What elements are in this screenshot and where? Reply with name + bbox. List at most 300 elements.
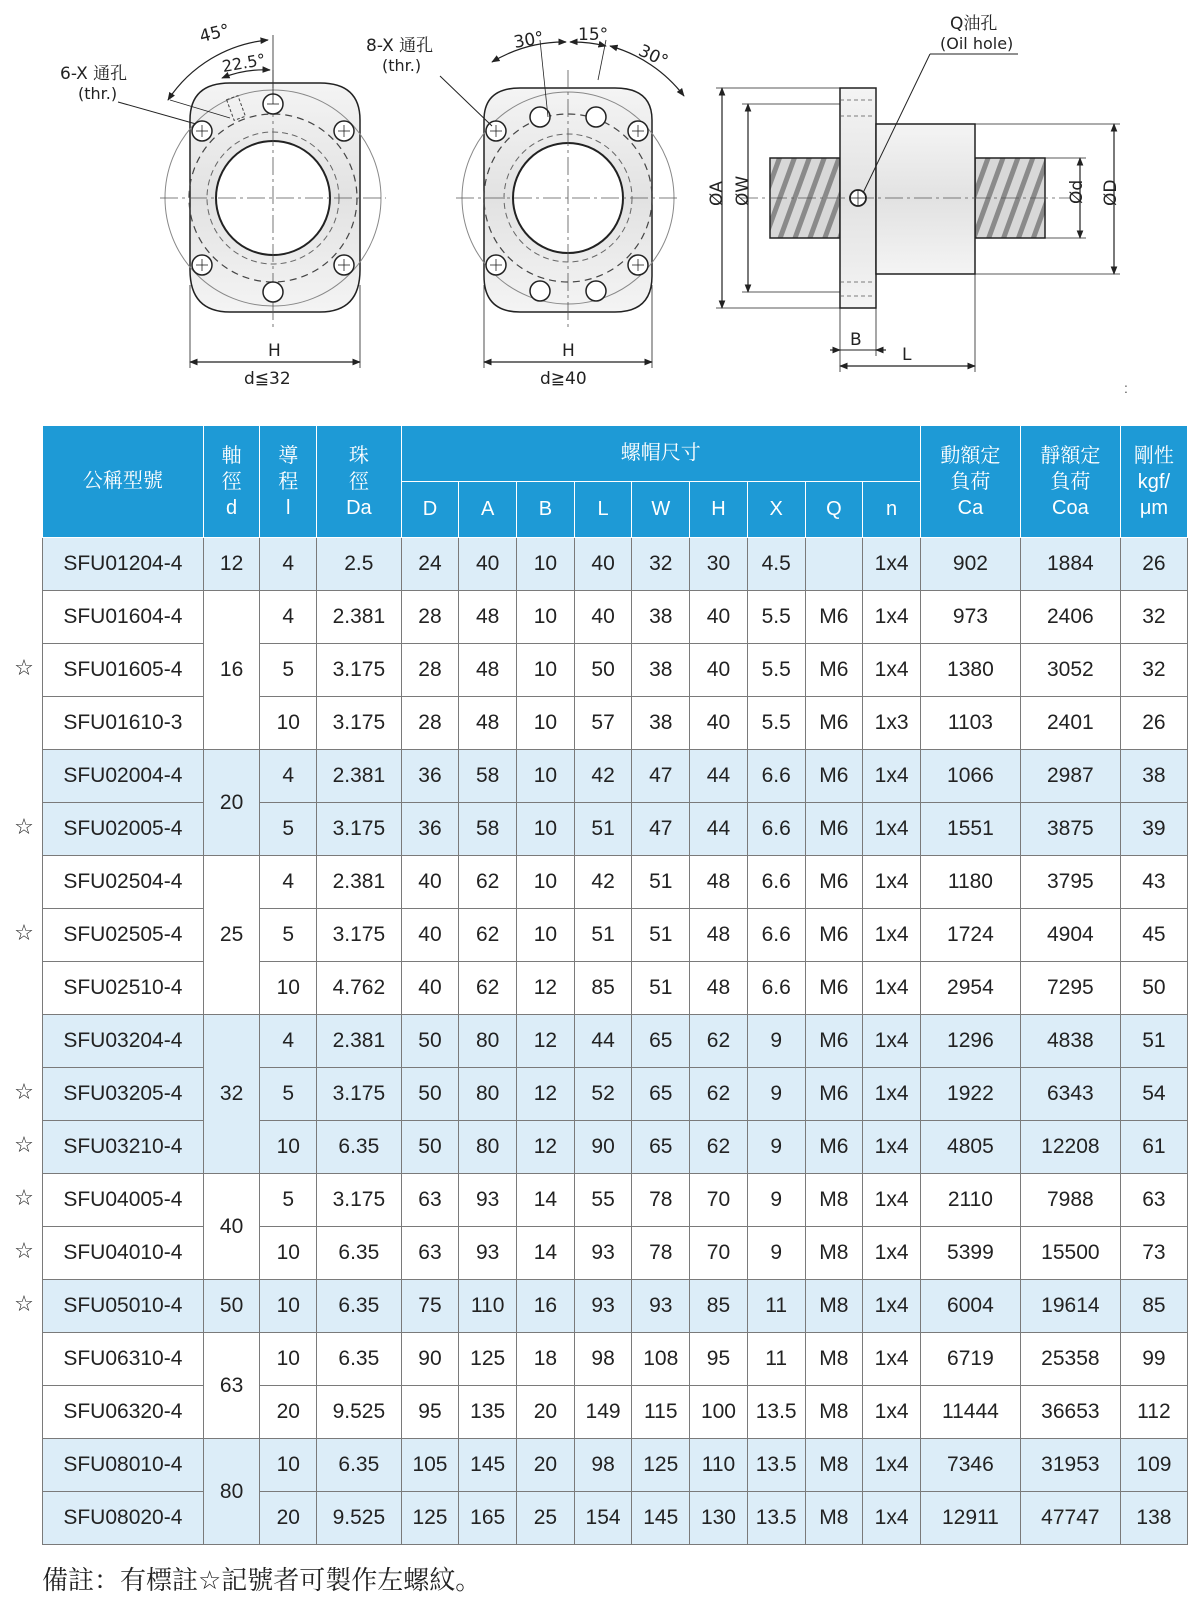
- value-cell-da: 2.381: [317, 1015, 402, 1068]
- value-cell-l: 5: [260, 803, 317, 856]
- value-cell-k: 109: [1120, 1439, 1187, 1492]
- value-cell-l: 10: [260, 1333, 317, 1386]
- left-thread-star-icon: ☆: [14, 921, 34, 946]
- header-nut-col: L: [574, 482, 632, 538]
- value-cell-k: 45: [1120, 909, 1187, 962]
- header-dynamic-load: 動額定 負荷 Ca: [920, 426, 1020, 538]
- model-cell: SFU02005-4: [43, 803, 204, 856]
- angle-22-label: 22.5°: [220, 49, 267, 77]
- hole-label-6x-en: (thr.): [78, 84, 118, 103]
- value-cell-a: 58: [459, 803, 517, 856]
- value-cell-x: 6.6: [747, 856, 805, 909]
- value-cell-coa: 19614: [1020, 1280, 1120, 1333]
- value-cell-da: 9.525: [317, 1492, 402, 1545]
- header-nut: 螺帽尺寸: [401, 426, 920, 482]
- shaft-diameter-cell: 25: [203, 856, 260, 1015]
- value-cell-ca: 1296: [920, 1015, 1020, 1068]
- table-row: [43, 1174, 1188, 1227]
- angle-15-label: 15°: [578, 25, 609, 45]
- value-cell-l: 4: [260, 1015, 317, 1068]
- table-row: [43, 591, 1188, 644]
- value-cell-h: 44: [690, 750, 748, 803]
- value-cell-ca: 6004: [920, 1280, 1020, 1333]
- side-view: [707, 14, 1121, 372]
- shaft-diameter-cell: 20: [203, 750, 260, 856]
- value-cell-q: M6: [805, 909, 863, 962]
- value-cell-w: 51: [632, 962, 690, 1015]
- value-cell-h: 62: [690, 1068, 748, 1121]
- footnote: 備註：有標註☆記號者可製作左螺紋。: [42, 1566, 482, 1596]
- value-cell-l: 10: [260, 697, 317, 750]
- value-cell-w: 125: [632, 1439, 690, 1492]
- value-cell-b: 20: [517, 1386, 575, 1439]
- value-cell-coa: 4904: [1020, 909, 1120, 962]
- table-row: [43, 1333, 1188, 1386]
- value-cell-a: 80: [459, 1121, 517, 1174]
- value-cell-l: 10: [260, 1121, 317, 1174]
- left-thread-star-icon: ☆: [14, 656, 34, 681]
- value-cell-h: 110: [690, 1439, 748, 1492]
- value-cell-d: 90: [401, 1333, 459, 1386]
- left-thread-star-icon: ☆: [14, 1292, 34, 1317]
- value-cell-l: 42: [574, 750, 632, 803]
- value-cell-d: 40: [401, 856, 459, 909]
- hole-label-8x: 8-X 通孔: [366, 36, 434, 56]
- value-cell-k: 50: [1120, 962, 1187, 1015]
- value-cell-n: 1x4: [863, 1227, 921, 1280]
- value-cell-n: 1x4: [863, 591, 921, 644]
- value-cell-d: 63: [401, 1174, 459, 1227]
- value-cell-n: 1x4: [863, 1121, 921, 1174]
- value-cell-w: 65: [632, 1015, 690, 1068]
- value-cell-l: 5: [260, 644, 317, 697]
- value-cell-h: 70: [690, 1174, 748, 1227]
- value-cell-k: 54: [1120, 1068, 1187, 1121]
- value-cell-coa: 7295: [1020, 962, 1120, 1015]
- value-cell-da: 6.35: [317, 1333, 402, 1386]
- value-cell-da: 9.525: [317, 1386, 402, 1439]
- value-cell-q: M6: [805, 591, 863, 644]
- value-cell-coa: 12208: [1020, 1121, 1120, 1174]
- header-nut-col: H: [690, 482, 748, 538]
- value-cell-l: 10: [260, 1280, 317, 1333]
- value-cell-l: 98: [574, 1439, 632, 1492]
- model-cell: SFU02510-4: [43, 962, 204, 1015]
- value-cell-k: 99: [1120, 1333, 1187, 1386]
- value-cell-x: 11: [747, 1333, 805, 1386]
- value-cell-q: M6: [805, 644, 863, 697]
- left-thread-star-icon: ☆: [14, 1080, 34, 1105]
- value-cell-l: 5: [260, 1174, 317, 1227]
- value-cell-l: 44: [574, 1015, 632, 1068]
- value-cell-a: 135: [459, 1386, 517, 1439]
- table-row: [43, 1439, 1188, 1492]
- value-cell-a: 48: [459, 591, 517, 644]
- value-cell-d: 28: [401, 697, 459, 750]
- value-cell-q: M6: [805, 1068, 863, 1121]
- value-cell-h: 40: [690, 591, 748, 644]
- dim-D-large-label: ØD: [1101, 179, 1121, 206]
- value-cell-ca: 2110: [920, 1174, 1020, 1227]
- value-cell-x: 5.5: [747, 591, 805, 644]
- h-label-left: H: [268, 341, 281, 361]
- left-thread-star-icon: ☆: [14, 815, 34, 840]
- value-cell-coa: 47747: [1020, 1492, 1120, 1545]
- value-cell-w: 78: [632, 1174, 690, 1227]
- value-cell-da: 4.762: [317, 962, 402, 1015]
- value-cell-b: 14: [517, 1174, 575, 1227]
- value-cell-l: 42: [574, 856, 632, 909]
- value-cell-q: M8: [805, 1386, 863, 1439]
- header-model: 公稱型號: [43, 426, 204, 538]
- value-cell-l: 20: [260, 1492, 317, 1545]
- value-cell-da: 3.175: [317, 1174, 402, 1227]
- value-cell-n: 1x4: [863, 1174, 921, 1227]
- value-cell-k: 43: [1120, 856, 1187, 909]
- value-cell-x: 9: [747, 1015, 805, 1068]
- value-cell-l: 50: [574, 644, 632, 697]
- value-cell-a: 125: [459, 1333, 517, 1386]
- value-cell-da: 6.35: [317, 1280, 402, 1333]
- value-cell-x: 6.6: [747, 803, 805, 856]
- value-cell-n: 1x4: [863, 856, 921, 909]
- value-cell-w: 47: [632, 803, 690, 856]
- value-cell-q: M6: [805, 750, 863, 803]
- value-cell-k: 32: [1120, 644, 1187, 697]
- value-cell-l: 90: [574, 1121, 632, 1174]
- value-cell-b: 10: [517, 856, 575, 909]
- value-cell-coa: 7988: [1020, 1174, 1120, 1227]
- value-cell-d: 40: [401, 909, 459, 962]
- value-cell-da: 3.175: [317, 697, 402, 750]
- value-cell-n: 1x4: [863, 803, 921, 856]
- model-cell: SFU01605-4: [43, 644, 204, 697]
- value-cell-n: 1x4: [863, 644, 921, 697]
- size-label-small: d≦32: [244, 369, 291, 389]
- value-cell-k: 26: [1120, 697, 1187, 750]
- value-cell-d: 28: [401, 591, 459, 644]
- value-cell-h: 30: [690, 538, 748, 591]
- model-cell: SFU08020-4: [43, 1492, 204, 1545]
- value-cell-b: 12: [517, 1068, 575, 1121]
- value-cell-l: 52: [574, 1068, 632, 1121]
- value-cell-w: 93: [632, 1280, 690, 1333]
- value-cell-h: 70: [690, 1227, 748, 1280]
- value-cell-n: 1x4: [863, 1492, 921, 1545]
- value-cell-k: 85: [1120, 1280, 1187, 1333]
- value-cell-ca: 5399: [920, 1227, 1020, 1280]
- value-cell-q: M6: [805, 962, 863, 1015]
- value-cell-n: 1x4: [863, 1068, 921, 1121]
- value-cell-k: 38: [1120, 750, 1187, 803]
- left-thread-star-icon: ☆: [14, 1186, 34, 1211]
- value-cell-q: M8: [805, 1492, 863, 1545]
- value-cell-b: 12: [517, 962, 575, 1015]
- value-cell-l: 4: [260, 856, 317, 909]
- value-cell-coa: 2987: [1020, 750, 1120, 803]
- value-cell-coa: 4838: [1020, 1015, 1120, 1068]
- value-cell-ca: 6719: [920, 1333, 1020, 1386]
- value-cell-a: 145: [459, 1439, 517, 1492]
- value-cell-d: 40: [401, 962, 459, 1015]
- hole-label-8x-en: (thr.): [382, 56, 422, 75]
- value-cell-l: 149: [574, 1386, 632, 1439]
- value-cell-ca: 1724: [920, 909, 1020, 962]
- value-cell-a: 165: [459, 1492, 517, 1545]
- value-cell-coa: 36653: [1020, 1386, 1120, 1439]
- value-cell-da: 2.381: [317, 591, 402, 644]
- value-cell-ca: 11444: [920, 1386, 1020, 1439]
- value-cell-coa: 3795: [1020, 856, 1120, 909]
- shaft-diameter-cell: 63: [203, 1333, 260, 1439]
- oil-hole-label: Q油孔: [950, 14, 998, 34]
- value-cell-a: 62: [459, 909, 517, 962]
- value-cell-x: 13.5: [747, 1492, 805, 1545]
- value-cell-w: 38: [632, 697, 690, 750]
- value-cell-d: 105: [401, 1439, 459, 1492]
- dim-b-label: B: [850, 330, 862, 350]
- value-cell-l: 55: [574, 1174, 632, 1227]
- value-cell-b: 25: [517, 1492, 575, 1545]
- value-cell-d: 36: [401, 803, 459, 856]
- value-cell-a: 93: [459, 1227, 517, 1280]
- value-cell-n: 1x4: [863, 1386, 921, 1439]
- shaft-diameter-cell: 12: [203, 538, 260, 591]
- shaft-diameter-cell: 50: [203, 1280, 260, 1333]
- value-cell-n: 1x4: [863, 909, 921, 962]
- value-cell-da: 2.381: [317, 750, 402, 803]
- value-cell-b: 10: [517, 591, 575, 644]
- front-view-small: [60, 20, 386, 389]
- header-stiffness: 剛性 kgf/ μm: [1120, 426, 1187, 538]
- value-cell-q: M6: [805, 697, 863, 750]
- header-nut-col: Q: [805, 482, 863, 538]
- value-cell-ca: 1551: [920, 803, 1020, 856]
- value-cell-ca: 12911: [920, 1492, 1020, 1545]
- value-cell-h: 40: [690, 697, 748, 750]
- value-cell-h: 62: [690, 1015, 748, 1068]
- value-cell-h: 100: [690, 1386, 748, 1439]
- value-cell-l: 4: [260, 591, 317, 644]
- value-cell-d: 36: [401, 750, 459, 803]
- header-nut-col: n: [863, 482, 921, 538]
- value-cell-q: M8: [805, 1333, 863, 1386]
- value-cell-q: M8: [805, 1280, 863, 1333]
- value-cell-x: 11: [747, 1280, 805, 1333]
- value-cell-l: 5: [260, 1068, 317, 1121]
- value-cell-w: 115: [632, 1386, 690, 1439]
- value-cell-ca: 1922: [920, 1068, 1020, 1121]
- value-cell-d: 125: [401, 1492, 459, 1545]
- value-cell-q: M6: [805, 856, 863, 909]
- value-cell-x: 5.5: [747, 697, 805, 750]
- value-cell-b: 12: [517, 1015, 575, 1068]
- value-cell-ca: 902: [920, 538, 1020, 591]
- value-cell-b: 10: [517, 909, 575, 962]
- value-cell-da: 6.35: [317, 1121, 402, 1174]
- shaft-diameter-cell: 16: [203, 591, 260, 750]
- value-cell-a: 93: [459, 1174, 517, 1227]
- angle-30-left-label: 30°: [512, 28, 546, 53]
- shaft-diameter-cell: 80: [203, 1439, 260, 1545]
- h-label-right: H: [562, 341, 575, 361]
- header-ball: 珠 徑 Da: [317, 426, 402, 538]
- model-cell: SFU06310-4: [43, 1333, 204, 1386]
- model-cell: SFU04005-4: [43, 1174, 204, 1227]
- value-cell-h: 62: [690, 1121, 748, 1174]
- value-cell-b: 10: [517, 803, 575, 856]
- model-cell: SFU05010-4: [43, 1280, 204, 1333]
- value-cell-n: 1x4: [863, 538, 921, 591]
- value-cell-q: M8: [805, 1174, 863, 1227]
- oil-hole-label-en: (Oil hole): [940, 34, 1014, 53]
- value-cell-a: 62: [459, 856, 517, 909]
- value-cell-n: 1x3: [863, 697, 921, 750]
- value-cell-h: 40: [690, 644, 748, 697]
- value-cell-n: 1x4: [863, 750, 921, 803]
- value-cell-w: 51: [632, 909, 690, 962]
- value-cell-x: 9: [747, 1227, 805, 1280]
- value-cell-q: M6: [805, 803, 863, 856]
- value-cell-ca: 2954: [920, 962, 1020, 1015]
- value-cell-a: 80: [459, 1015, 517, 1068]
- dim-a-label: ØA: [707, 180, 727, 206]
- value-cell-coa: 1884: [1020, 538, 1120, 591]
- model-cell: SFU03204-4: [43, 1015, 204, 1068]
- value-cell-a: 48: [459, 697, 517, 750]
- left-thread-star-icon: ☆: [14, 1133, 34, 1158]
- header-nut-col: B: [517, 482, 575, 538]
- value-cell-w: 108: [632, 1333, 690, 1386]
- value-cell-da: 3.175: [317, 644, 402, 697]
- model-cell: SFU03205-4: [43, 1068, 204, 1121]
- value-cell-w: 38: [632, 644, 690, 697]
- header-lead: 導 程 l: [260, 426, 317, 538]
- value-cell-ca: 1103: [920, 697, 1020, 750]
- value-cell-w: 47: [632, 750, 690, 803]
- value-cell-x: 5.5: [747, 644, 805, 697]
- value-cell-k: 112: [1120, 1386, 1187, 1439]
- value-cell-q: M6: [805, 1015, 863, 1068]
- value-cell-k: 51: [1120, 1015, 1187, 1068]
- value-cell-d: 24: [401, 538, 459, 591]
- value-cell-n: 1x4: [863, 1015, 921, 1068]
- value-cell-coa: 6343: [1020, 1068, 1120, 1121]
- value-cell-b: 20: [517, 1439, 575, 1492]
- spec-table: [42, 425, 1188, 1545]
- value-cell-x: 13.5: [747, 1439, 805, 1492]
- front-view-large: [366, 25, 684, 389]
- table-row: [43, 538, 1188, 591]
- model-cell: SFU03210-4: [43, 1121, 204, 1174]
- model-cell: SFU01204-4: [43, 538, 204, 591]
- value-cell-d: 95: [401, 1386, 459, 1439]
- model-cell: SFU02504-4: [43, 856, 204, 909]
- value-cell-h: 44: [690, 803, 748, 856]
- dim-w-label: ØW: [733, 175, 753, 206]
- header-nut-col: D: [401, 482, 459, 538]
- left-thread-star-icon: ☆: [14, 1239, 34, 1264]
- value-cell-q: M6: [805, 1121, 863, 1174]
- value-cell-w: 78: [632, 1227, 690, 1280]
- model-cell: SFU02004-4: [43, 750, 204, 803]
- value-cell-coa: 2401: [1020, 697, 1120, 750]
- value-cell-l: 154: [574, 1492, 632, 1545]
- header-nut-col: A: [459, 482, 517, 538]
- value-cell-h: 85: [690, 1280, 748, 1333]
- value-cell-k: 26: [1120, 538, 1187, 591]
- value-cell-l: 4: [260, 538, 317, 591]
- shaft-diameter-cell: 32: [203, 1015, 260, 1174]
- value-cell-l: 51: [574, 803, 632, 856]
- value-cell-l: 51: [574, 909, 632, 962]
- value-cell-l: 57: [574, 697, 632, 750]
- value-cell-da: 2.5: [317, 538, 402, 591]
- model-cell: SFU06320-4: [43, 1386, 204, 1439]
- value-cell-k: 32: [1120, 591, 1187, 644]
- model-cell: SFU04010-4: [43, 1227, 204, 1280]
- dim-l-label: L: [902, 345, 912, 365]
- value-cell-n: 1x4: [863, 1333, 921, 1386]
- value-cell-ca: 1380: [920, 644, 1020, 697]
- value-cell-q: [805, 538, 863, 591]
- value-cell-l: 5: [260, 909, 317, 962]
- value-cell-w: 32: [632, 538, 690, 591]
- model-cell: SFU08010-4: [43, 1439, 204, 1492]
- value-cell-x: 13.5: [747, 1386, 805, 1439]
- value-cell-h: 48: [690, 856, 748, 909]
- value-cell-k: 61: [1120, 1121, 1187, 1174]
- value-cell-w: 65: [632, 1068, 690, 1121]
- value-cell-w: 65: [632, 1121, 690, 1174]
- value-cell-coa: 3875: [1020, 803, 1120, 856]
- value-cell-q: M8: [805, 1439, 863, 1492]
- value-cell-k: 138: [1120, 1492, 1187, 1545]
- value-cell-d: 75: [401, 1280, 459, 1333]
- value-cell-l: 10: [260, 962, 317, 1015]
- value-cell-d: 28: [401, 644, 459, 697]
- value-cell-h: 95: [690, 1333, 748, 1386]
- value-cell-ca: 1180: [920, 856, 1020, 909]
- value-cell-a: 48: [459, 644, 517, 697]
- value-cell-d: 63: [401, 1227, 459, 1280]
- value-cell-coa: 2406: [1020, 591, 1120, 644]
- value-cell-da: 2.381: [317, 856, 402, 909]
- model-cell: SFU01610-3: [43, 697, 204, 750]
- value-cell-w: 145: [632, 1492, 690, 1545]
- value-cell-x: 9: [747, 1068, 805, 1121]
- value-cell-b: 10: [517, 697, 575, 750]
- value-cell-b: 10: [517, 538, 575, 591]
- table-row: [43, 856, 1188, 909]
- header-nut-col: W: [632, 482, 690, 538]
- value-cell-da: 3.175: [317, 909, 402, 962]
- value-cell-a: 110: [459, 1280, 517, 1333]
- value-cell-b: 10: [517, 644, 575, 697]
- value-cell-b: 14: [517, 1227, 575, 1280]
- value-cell-h: 130: [690, 1492, 748, 1545]
- header-static-load: 靜額定 負荷 Coa: [1020, 426, 1120, 538]
- value-cell-x: 9: [747, 1121, 805, 1174]
- value-cell-a: 58: [459, 750, 517, 803]
- value-cell-x: 6.6: [747, 909, 805, 962]
- value-cell-ca: 973: [920, 591, 1020, 644]
- value-cell-d: 50: [401, 1015, 459, 1068]
- angle-45-label: 45°: [197, 20, 232, 48]
- value-cell-x: 4.5: [747, 538, 805, 591]
- value-cell-n: 1x4: [863, 1280, 921, 1333]
- value-cell-l: 85: [574, 962, 632, 1015]
